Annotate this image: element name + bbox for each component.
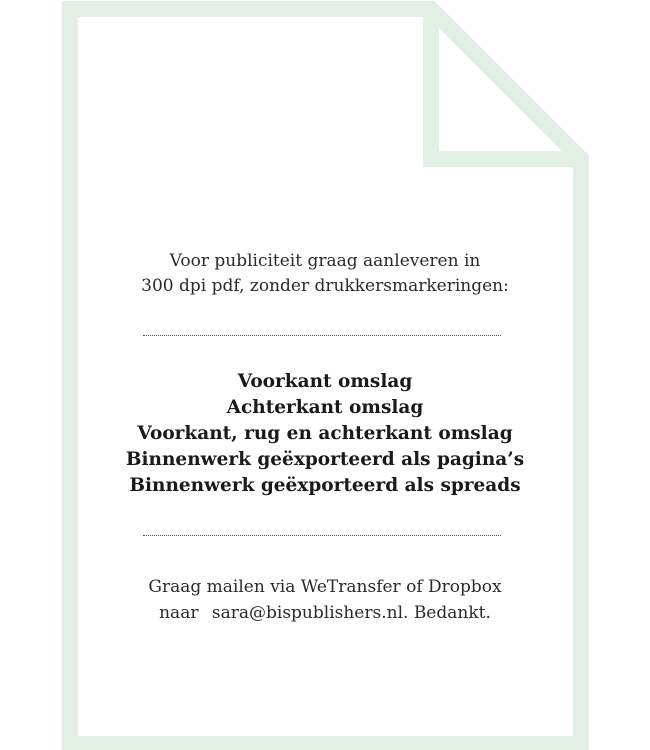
list-item: Voorkant omslag [237,371,413,392]
list-item: Binnenwerk geëxporteerd als pagina’s [125,449,525,470]
list-item: Achterkant omslag [226,397,424,418]
list-item: Binnenwerk geëxporteerd als spreads [129,475,521,496]
intro-line-2: 300 dpi pdf, zonder drukkersmarkeringen: [141,276,509,296]
deliverables-list [60,369,590,499]
dotted-divider-bottom [143,535,501,536]
footer-prefix: naar [159,603,199,623]
list-item: Voorkant, rug en achterkant omslag [137,423,513,444]
dotted-divider-top [143,335,501,336]
email-link[interactable]: sara@bispublishers.nl. [211,603,409,623]
intro-text [60,249,590,299]
footer-line-2 [60,600,590,626]
footer-thanks: Bedankt. [413,603,491,623]
intro-line-1: Voor publiciteit graag aanleveren in [169,251,481,271]
footer-line-1: Graag mailen via WeTransfer of Dropbox [148,577,502,597]
footer-text [60,574,590,626]
